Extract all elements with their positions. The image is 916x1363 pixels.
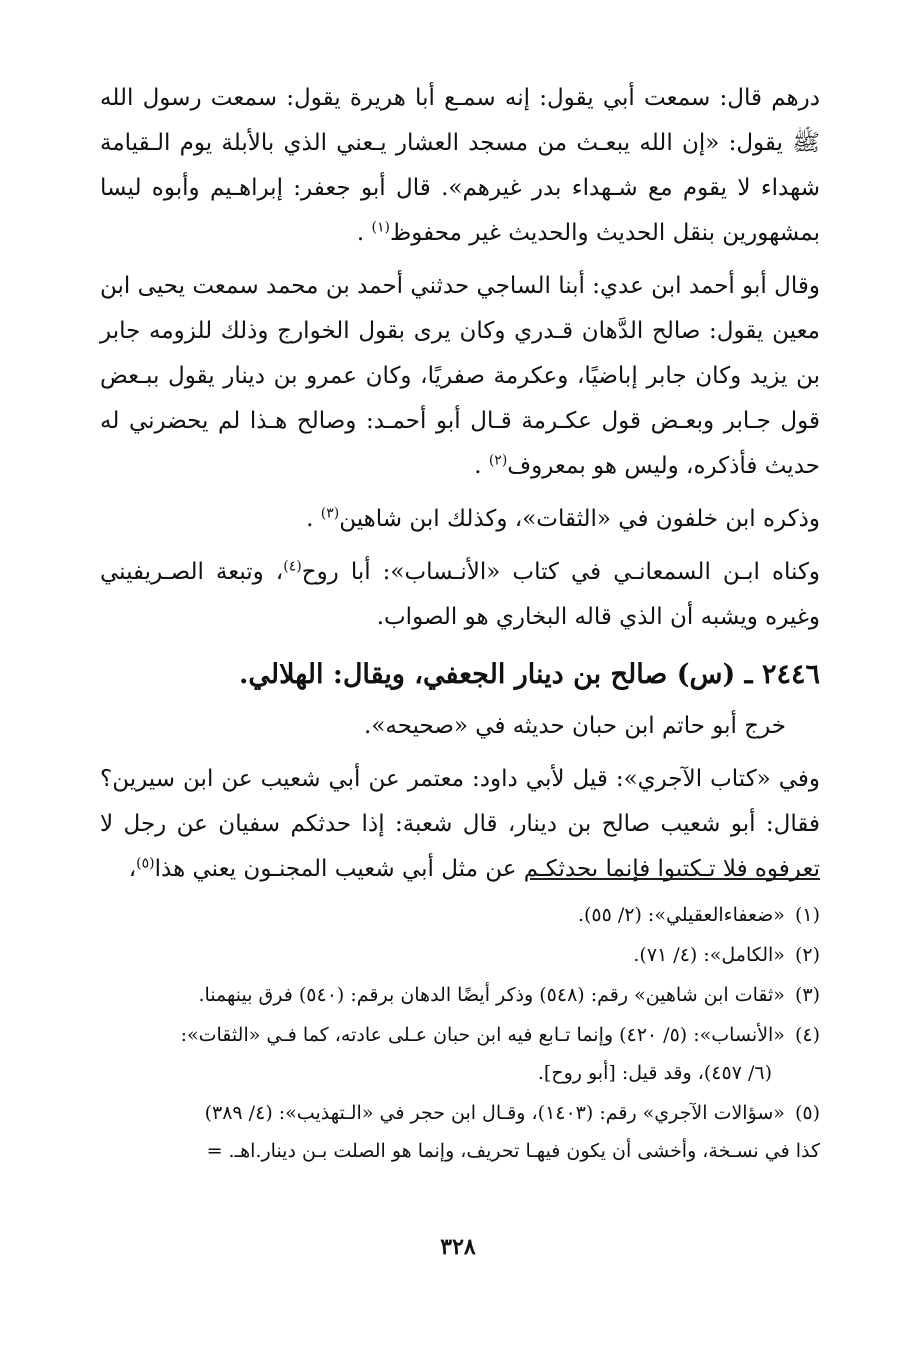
footnote-number: (١) [794, 904, 820, 926]
footnote-ref-5: (٥) [136, 855, 155, 872]
footnote-number: (٢) [794, 944, 820, 966]
paragraph-5 [100, 704, 820, 749]
footnote-3 [100, 976, 820, 1014]
paragraph-3 [100, 497, 820, 542]
paragraph-1 [100, 76, 820, 256]
paragraph-4 [100, 550, 820, 640]
footnote-ref-4: (٤) [283, 558, 302, 575]
footnote-2 [100, 936, 820, 974]
footnote-separator [530, 878, 820, 880]
footnotes [100, 896, 820, 1172]
footnote-number: (٤) [794, 1024, 820, 1046]
footnote-5 [100, 1094, 820, 1170]
footnote-ref-2: (٢) [488, 452, 508, 469]
footnote-number: (٥) [794, 1102, 820, 1124]
paragraph-text: وذكره ابن خلفون في «الثقات»، وكذلك ابن شاهين [339, 506, 820, 532]
paragraph-tail: . [356, 220, 372, 246]
footnote-text: «سؤالات الآجري» رقم: (١٤٠٣)، وقـال ابن حجر في «الـتهذيب»: (٤/ ٣٨٩) [204, 1102, 785, 1124]
paragraph-text: وقال أبو أحمد ابن عدي: أبنا الساجي حدثني أحمد بن محمد سمعت يحيى ابن معين يقول: صالح الدَّهان قـدري وكان يرى بقول الخوارج وذلك للزومه جابر بن يزيد وكان جابر إباضيًا، وعكرمة صفريًا، وكان عمرو بن دينار يقول ببـعض قول جـابر وبعـض قول عكـرمة قـال أبو أحمـد: وصالح هـذا لم يحضرني له حديث فأذكره، وليس هو بمعروف [100, 273, 820, 479]
footnote-text: «ضعفاءالعقيلي»: (٢/ ٥٥). [577, 904, 785, 926]
footnote-number: (٣) [794, 984, 820, 1006]
paragraph-text: درهم قال: سمعت أبي يقول: إنه سمـع أبا هريرة يقول: سمعت رسول الله ﷺ يقول: «إن الله يبعـث من مسجد العشار يـعني الذي بالأبلة يوم الـقيامة شهداء لا يقوم مع شـهداء بدر غيرهم». قال أبو جعفر: إبراهـيم وأبوه ليسا بمشهورين بنقل الحديث والحديث غير محفوظ [100, 85, 820, 246]
paragraph-text: وكناه ابـن السمعانـي في كتاب «الأنـساب»: أبا روح [301, 559, 821, 585]
footnote-continuation: (٦/ ٤٥٧)، وقد قيل: [أبو روح]. [537, 1062, 772, 1084]
footnote-4 [100, 1016, 820, 1092]
paragraph-tail: . [474, 453, 489, 479]
paragraph-tail: . [306, 506, 321, 532]
paragraph-tail: ، [128, 856, 137, 882]
paragraph-text: وفي «كتاب الآجري»: قيل لأبي داود: معتمر عن أبي شعيب عن ابن سيرين؟ فقال: أبو شعيب صالح بن دينار، قال شعبة: إذا حدثكم سفيان عن رجل لا تعرفوه فلا تـكتبوا فإنما يحدثكـم عن مثل أبي شعيب المجنـون يعني هذا [100, 766, 820, 882]
entry-heading: ٢٤٤٦ ـ (س) صالح بن دينار الجعفي، ويقال: الهلالي. [239, 659, 820, 690]
footnote-continuation: كذا في نسـخة، وأخشى أن يكون فيهـا تحريف، وإنما هو الصلت بـن دينار.اهـ. = [206, 1140, 820, 1162]
footnote-ref-1: (١) [371, 219, 390, 236]
paragraph-text: خرج أبو حاتم ابن حبان حديثه في «صحيحه». [364, 713, 786, 739]
paragraph-2 [100, 264, 820, 489]
page-number: ٣٢٨ [440, 1234, 476, 1260]
footnote-text: «الكامل»: (٤/ ٧١). [633, 944, 785, 966]
footnote-text: «ثقات ابن شاهين» رقم: (٥٤٨) وذكر أيضًا الدهان برقم: (٥٤٠) فرق بينهمنا. [198, 984, 785, 1006]
paragraph-tail: ، وتبعة الصـريفيني وغيره ويشبه أن الذي قاله البخاري هو الصواب. [100, 559, 820, 630]
footnote-1 [100, 896, 820, 934]
footnote-text: «الأنساب»: (٥/ ٤٢٠) وإنما تـابع فيه ابن حبان عـلى عادته، كما فـي «الثقات»: [180, 1024, 785, 1046]
paragraph-6 [100, 757, 820, 892]
footnote-ref-3: (٣) [320, 505, 340, 522]
main-text [100, 76, 820, 900]
